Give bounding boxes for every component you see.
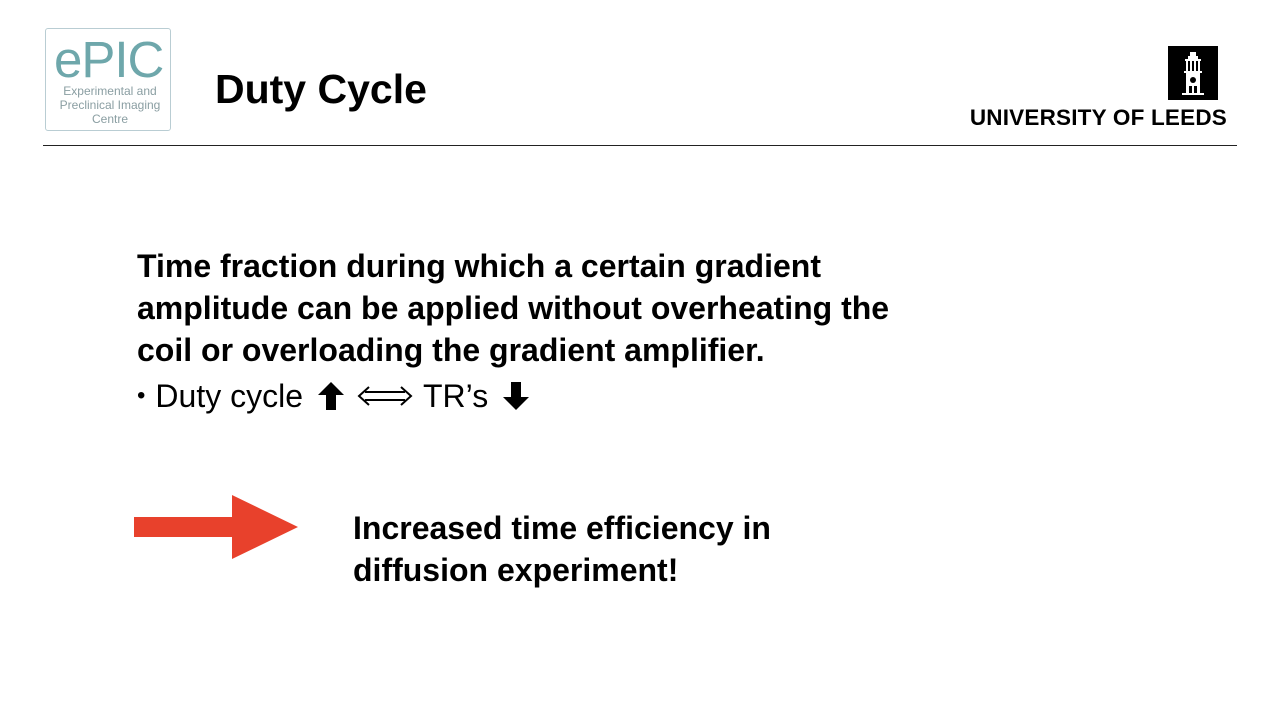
- header-divider: [43, 145, 1237, 146]
- epic-logo-subtitle: Experimental and Preclinical Imaging Centre: [59, 84, 161, 126]
- duty-cycle-term: Duty cycle: [155, 378, 303, 414]
- down-arrow-icon: [502, 381, 530, 411]
- if-and-only-if-arrow-icon: [357, 386, 413, 406]
- tr-term: TR’s: [423, 378, 489, 414]
- conclusion-line: Increased time efficiency in: [353, 510, 771, 546]
- duty-cycle-bullet: [137, 375, 542, 417]
- epic-logo: [45, 28, 171, 131]
- definition-line: Time fraction during which a certain gradient: [137, 248, 821, 284]
- right-arrow-icon: [134, 495, 298, 559]
- definition-line: amplitude can be applied without overheating the: [137, 290, 890, 326]
- slide-title: Duty Cycle: [215, 66, 427, 112]
- up-arrow-icon: [317, 381, 345, 411]
- definition-text: [137, 245, 1037, 371]
- university-of-leeds-wordmark: UNIVERSITY OF LEEDS: [969, 105, 1227, 130]
- conclusion-text: [353, 507, 913, 591]
- leeds-tower-crest-icon: [1168, 46, 1218, 100]
- bullet-marker: •: [137, 382, 146, 409]
- university-of-leeds-logo: [937, 46, 1227, 132]
- conclusion-line: diffusion experiment!: [353, 552, 679, 588]
- definition-line: coil or overloading the gradient amplifier.: [137, 332, 765, 368]
- epic-logo-wordmark: ePIC: [54, 31, 164, 88]
